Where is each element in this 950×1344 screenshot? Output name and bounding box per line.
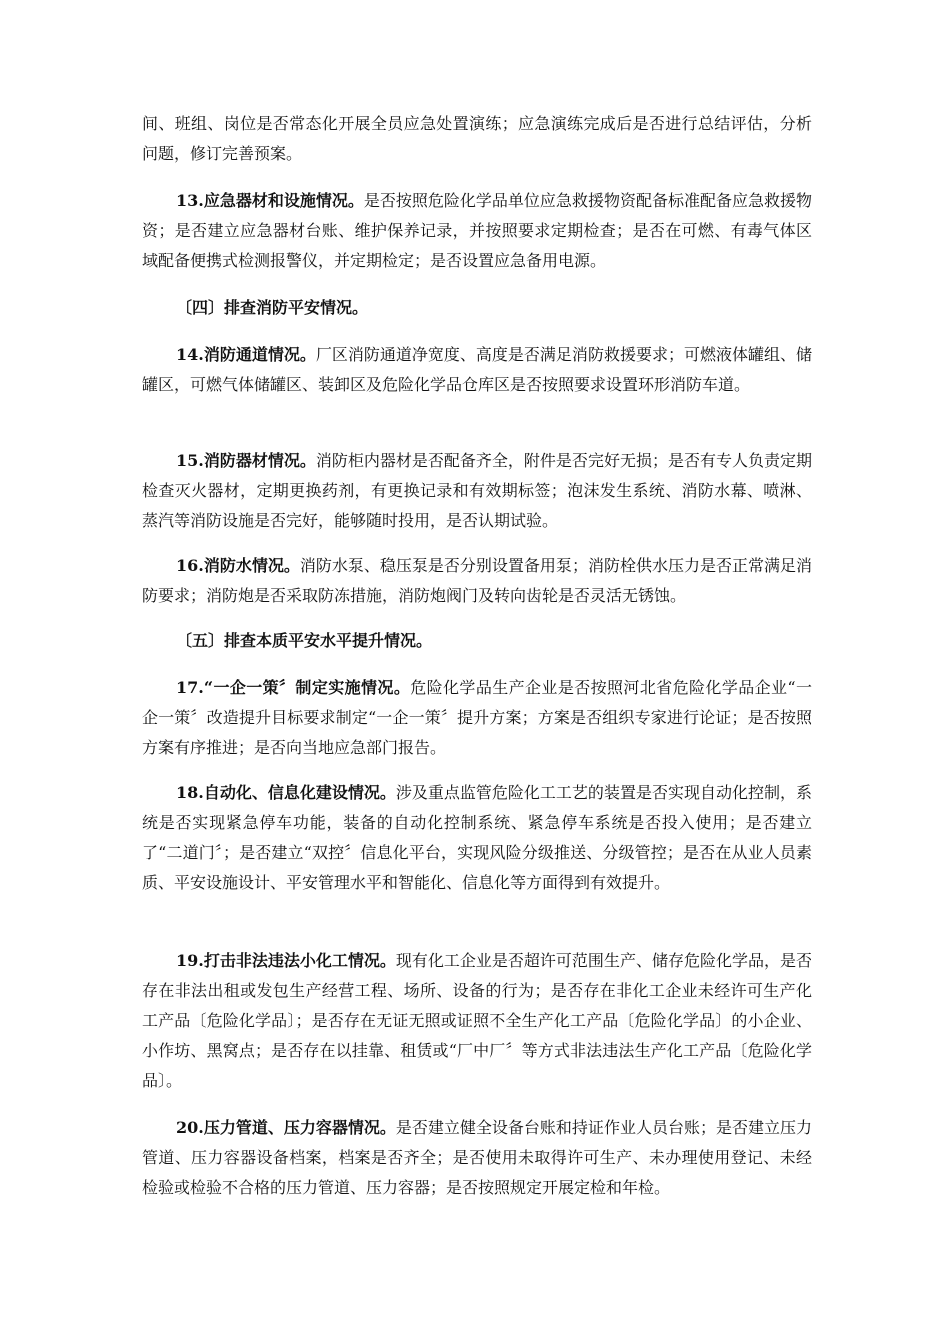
paragraph-body: 危险化学品生产企业是否按照河北省危险化学品企业“一企一策〞改造提升目标要求制定“一企一策〞提升方案；方案是否组织专家进行论证；是否按照方案有序推进；是否向当地应急部门报告。 [142, 678, 812, 757]
paragraph-heading: 18.自动化、信息化建设情况。 [176, 783, 396, 802]
paragraph-body: 厂区消防通道净宽度、高度是否满足消防救援要求；可燃液体罐组、储罐区，可燃气体储罐区、装卸区及危险化学品仓库区是否按照要求设置环形消防车道。 [142, 345, 812, 394]
paragraph-heading: 16.消防水情况。 [176, 556, 300, 575]
paragraph-heading: 17.“一企一策〞制定实施情况。 [176, 678, 411, 697]
paragraph-body: 涉及重点监管危险化工工艺的装置是否实现自动化控制，系统是否实现紧急停车功能，装备的自动化控制系统、紧急停车系统是否投入使用；是否建立了“二道门〞；是否建立“双控〞信息化平台，实现风险分级推送、分级管控；是否在从业人员素质、平安设施设计、平安管理水平和智能化、信息化等方面得到有效提升。 [142, 783, 812, 892]
paragraph-14-fire-lanes [142, 340, 812, 400]
paragraph-body: 是否按照危险化学品单位应急救援物资配备标准配备应急救援物资；是否建立应急器材台账、维护保养记录，并按照要求定期检查；是否在可燃、有毒气体区域配备便携式检测报警仪，并定期检定；是否设置应急备用电源。 [142, 191, 812, 270]
paragraph-19-illegal-chemicals [142, 946, 812, 1096]
paragraph-body: 是否建立健全设备台账和持证作业人员台账；是否建立压力管道、压力容器设备档案，档案是否齐全；是否使用未取得许可生产、未办理使用登记、未经检验或检验不合格的压力管道、压力容器；是否按照规定开展定检和年检。 [142, 1118, 812, 1197]
paragraph-heading: 20.压力管道、压力容器情况。 [176, 1118, 396, 1137]
paragraph-heading: 19.打击非法违法小化工情况。 [176, 951, 396, 970]
paragraph-13-emergency-equipment [142, 186, 812, 276]
paragraph-15-fire-equipment [142, 446, 812, 536]
section-heading-5: 〔五〕排查本质平安水平提升情况。 [176, 631, 433, 650]
paragraph-drill-continuation [142, 109, 812, 169]
paragraph-18-automation [142, 778, 812, 898]
paragraph-heading: 13.应急器材和设施情况。 [176, 191, 364, 210]
paragraph-body: 消防水泵、稳压泵是否分别设置备用泵；消防栓供水压力是否正常满足消防要求；消防炮是否采取防冻措施，消防炮阀门及转向齿轮是否灵活无锈蚀。 [142, 556, 812, 605]
paragraph-body: 消防柜内器材是否配备齐全，附件是否完好无损；是否有专人负责定期检查灭火器材，定期更换药剂，有更换记录和有效期标签；泡沫发生系统、消防水幕、喷淋、蒸汽等消防设施是否完好，能够随时投用，是否认期试验。 [142, 451, 812, 530]
paragraph-text: 间、班组、岗位是否常态化开展全员应急处置演练；应急演练完成后是否进行总结评估，分析问题，修订完善预案。 [142, 114, 812, 163]
paragraph-body: 现有化工企业是否超许可范围生产、储存危险化学品，是否存在非法出租或发包生产经营工程、场所、设备的行为；是否存在非化工企业未经许可生产化工产品〔危险化学品〕；是否存在无证无照或证照不全生产化工产品〔危险化学品〕的小企业、小作坊、黑窝点；是否存在以挂靠、租赁或“厂中厂〞等方式非法违法生产化工产品〔危险化学品〕。 [142, 951, 812, 1090]
section-heading-4: 〔四〕排查消防平安情况。 [176, 298, 369, 317]
paragraph-16-fire-water [142, 551, 812, 611]
paragraph-heading: 15.消防器材情况。 [176, 451, 316, 470]
paragraph-20-pressure-vessels [142, 1113, 812, 1203]
paragraph-17-one-enterprise-one-policy [142, 673, 812, 763]
paragraph-heading: 14.消防通道情况。 [176, 345, 316, 364]
